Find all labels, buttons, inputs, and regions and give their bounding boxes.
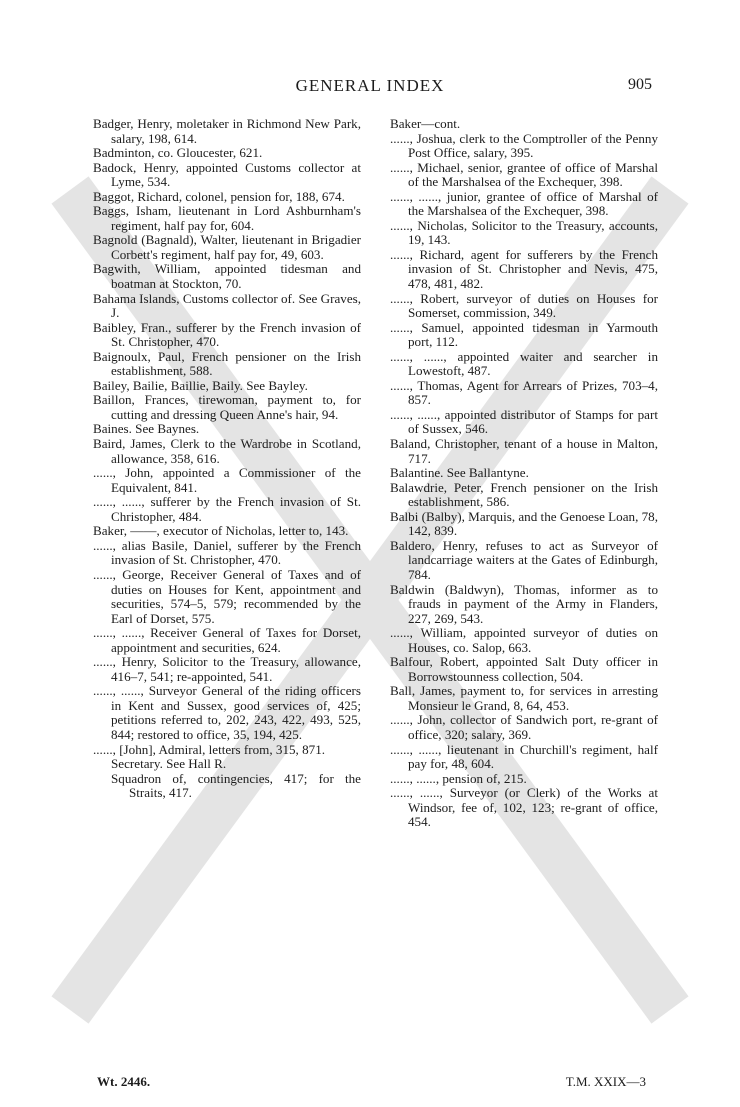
index-entry: ......, ......, sufferer by the French invasion of St. Christopher, 484. [93, 494, 361, 524]
index-entry: Balawdrie, Peter, French pensioner on the Irish establishment, 586. [390, 479, 658, 510]
index-entry: Baggot, Richard, colonel, pension for, 188, 674. [93, 188, 345, 204]
index-entry: Balbi (Balby), Marquis, and the Genoese Loan, 78, 142, 839. [390, 508, 658, 539]
index-entry: Baker—cont. [390, 116, 461, 131]
right-column [390, 117, 658, 830]
index-entry: ......, ......, junior, grantee of office of Marshal of the Marshalsea of the Exchequer, 398. [390, 188, 658, 219]
index-entry: ......, ......, Surveyor General of the riding officers in Kent and Sussex, good services of, 425; petitions referred to, 202, 243, 422, 493, 525, 844; restored to office, 35, 194, 425. [93, 683, 361, 742]
index-entry: ......, George, Receiver General of Taxes and of duties on Houses for Kent, appointment and securities, 574–5, 579; recommended by the Earl of Dorset, 575. [93, 566, 361, 626]
index-entry: Bailey, Bailie, Baillie, Baily. See Bayley. [93, 377, 308, 393]
index-entry: ......, Nicholas, Solicitor to the Treasury, accounts, 19, 143. [390, 217, 658, 248]
index-entry: ......, ......, appointed waiter and searcher in Lowestoft, 487. [390, 348, 658, 379]
index-entry: Baland, Christopher, tenant of a house in Malton, 717. [390, 436, 658, 466]
index-entry: ......, Samuel, appointed tidesman in Yarmouth port, 112. [390, 319, 658, 350]
index-entry: Baldwin (Baldwyn), Thomas, informer as to frauds in payment of the Army in Flanders, 227, 269, 543. [390, 581, 658, 626]
index-entry: Baillon, Frances, tirewoman, payment to, for cutting and dressing Queen Anne's hair, 94. [93, 392, 361, 422]
index-entry: Baines. See Baynes. [93, 421, 200, 437]
running-header-title: GENERAL INDEX [295, 76, 445, 95]
index-entry: Balantine. See Ballantyne. [390, 465, 529, 481]
left-column [93, 117, 361, 801]
index-entry: ......, [John], Admiral, letters from, 315, 871. [93, 741, 326, 757]
index-entry: Secretary. See Hall R. [111, 756, 227, 772]
index-entry: ......, Henry, Solicitor to the Treasury, allowance, 416–7, 541; re-appointed, 541. [93, 654, 361, 684]
index-entry: Bahama Islands, Customs collector of. See Graves, J. [93, 290, 361, 321]
index-entry: ......, Richard, agent for sufferers by the French invasion of St. Christopher and Nevis, 475, 478, 481, 482. [390, 246, 658, 292]
index-entry: Squadron of, contingencies, 417; for the Straits, 417. [111, 770, 361, 801]
index-entry: Baker, ——, executor of Nicholas, letter to, 143. [93, 523, 349, 539]
index-entry: Bagwith, William, appointed tidesman and boatman at Stockton, 70. [93, 261, 361, 292]
index-entry: Bagnold (Bagnald), Walter, lieutenant in Brigadier Corbett's regiment, half pay for, 49, 603. [93, 232, 361, 262]
index-entry: ......, William, appointed surveyor of duties on Houses, co. Salop, 663. [390, 625, 658, 655]
index-entry: Baibley, Fran., sufferer by the French invasion of St. Christopher, 470. [93, 319, 361, 350]
index-entry: ......, John, collector of Sandwich port, re-grant of office, 320; salary, 369. [390, 712, 658, 742]
footer-signature: Wt. 2446. [97, 1074, 151, 1089]
index-entry: ......, John, appointed a Commissioner of the Equivalent, 841. [93, 465, 361, 495]
index-entry: Badger, Henry, moletaker in Richmond New Park, salary, 198, 614. [93, 116, 361, 146]
index-entry: ......, alias Basile, Daniel, sufferer by the French invasion of St. Christopher, 470. [93, 537, 361, 568]
index-entry: Balfour, Robert, appointed Salt Duty officer in Borrowstounness collection, 504. [390, 654, 658, 684]
index-entry: Baignoulx, Paul, French pensioner on the Irish establishment, 588. [93, 348, 361, 379]
index-entry: Baird, James, Clerk to the Wardrobe in Scotland, allowance, 358, 616. [93, 436, 361, 466]
index-entry: Badminton, co. Gloucester, 621. [93, 145, 263, 161]
index-entry: ......, ......, lieutenant in Churchill's regiment, half pay for, 48, 604. [390, 741, 658, 772]
index-entry: Baldero, Henry, refuses to act as Surveyor of landcarriage waiters at the Gates of Edinburgh, 784. [390, 537, 658, 582]
index-entry: Badock, Henry, appointed Customs collector at Lyme, 534. [93, 159, 361, 190]
index-entry: Baggs, Isham, lieutenant in Lord Ashburnham's regiment, half pay for, 604. [93, 203, 361, 233]
index-entry: Ball, James, payment to, for services in arresting Monsieur le Grand, 8, 64, 453. [390, 683, 658, 713]
footer-volume-mark: T.M. XXIX—3 [565, 1074, 646, 1089]
page-number: 905 [628, 76, 652, 93]
index-entry: ......, ......, Surveyor (or Clerk) of the Works at Windsor, fee of, 102, 123; re-grant of office, 454. [390, 785, 658, 830]
index-entry: ......, ......, Receiver General of Taxes for Dorset, appointment and securities, 624. [93, 625, 361, 655]
index-entry: ......, Michael, senior, grantee of office of Marshal of the Marshalsea of the Exchequer, 398. [390, 159, 658, 190]
index-entry: ......, Robert, surveyor of duties on Houses for Somerset, commission, 349. [390, 290, 658, 321]
index-entry: ......, Joshua, clerk to the Comptroller of the Penny Post Office, salary, 395. [390, 130, 658, 161]
index-entry: ......, ......, appointed distributor of Stamps for part of Sussex, 546. [390, 406, 658, 437]
index-entry: ......, ......, pension of, 215. [390, 770, 527, 786]
index-entry: ......, Thomas, Agent for Arrears of Prizes, 703–4, 857. [390, 377, 658, 408]
